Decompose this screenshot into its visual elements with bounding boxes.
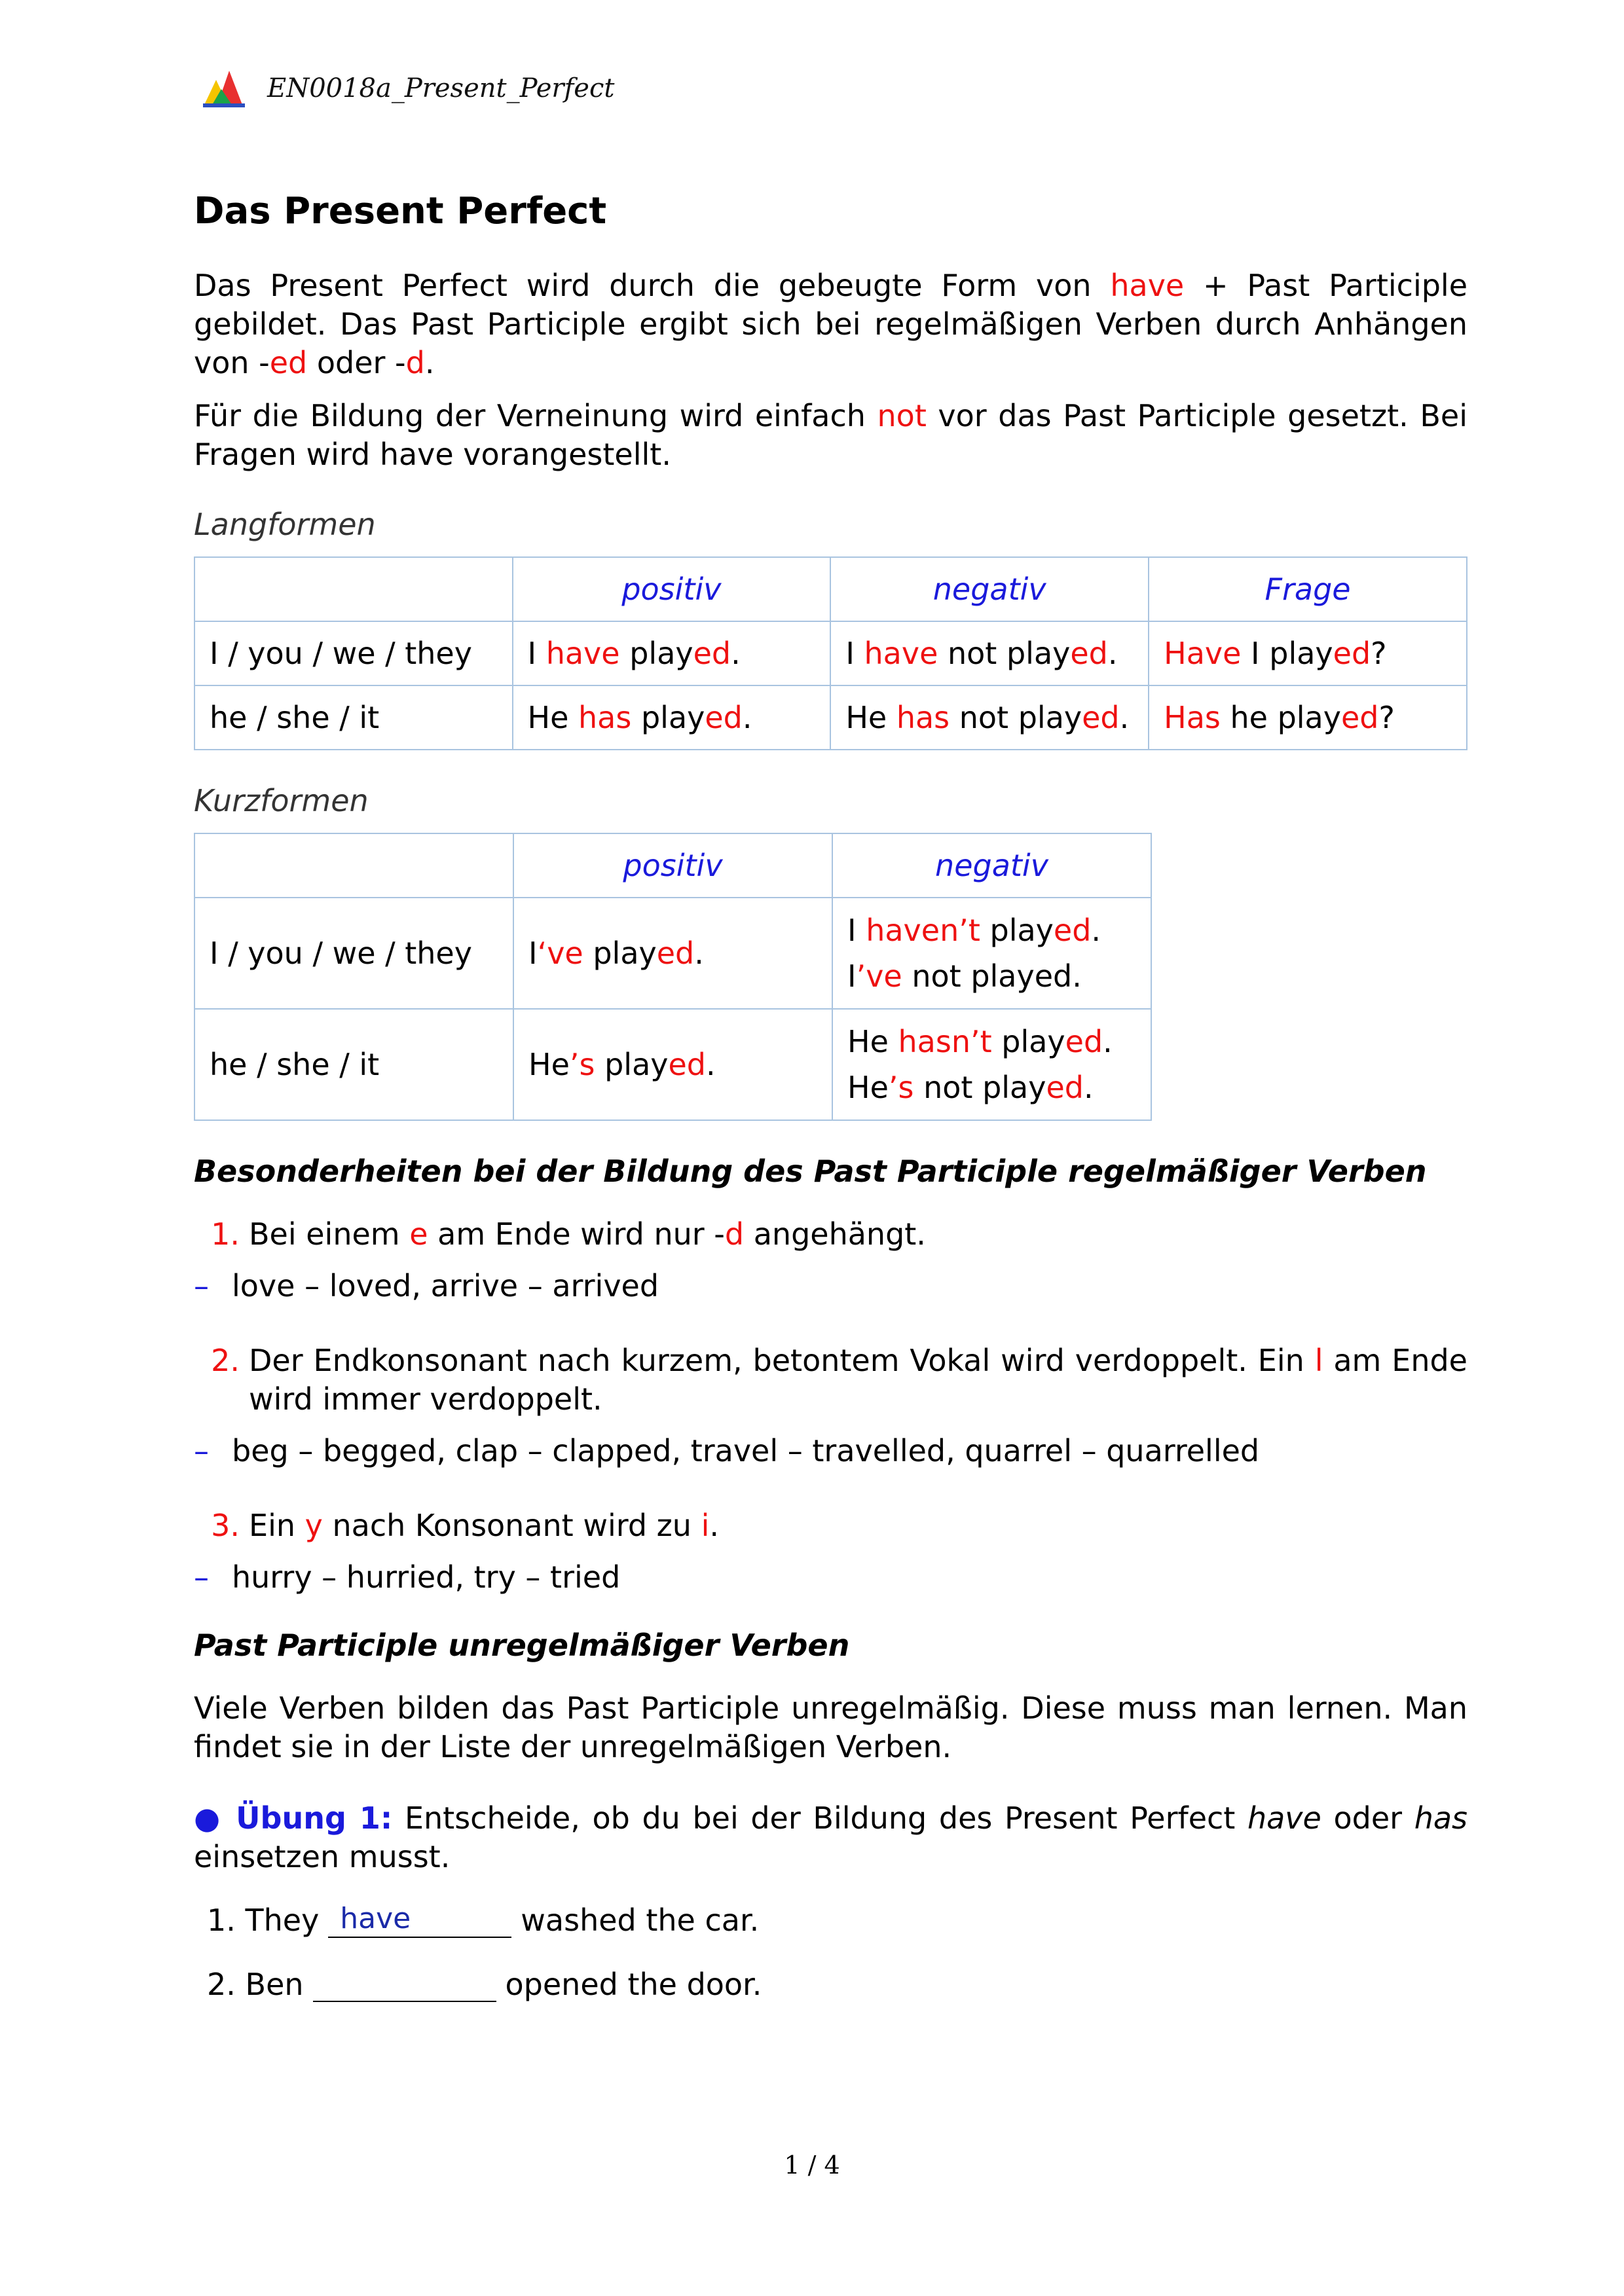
table-row — [194, 1009, 1151, 1120]
page-title: Das Present Perfect — [194, 190, 607, 232]
main-content — [194, 183, 1467, 2031]
frage-cell: Has he played? — [1149, 685, 1467, 750]
column-header-negativ: negativ — [830, 557, 1149, 621]
positiv-cell: He has played. — [513, 685, 831, 750]
logo-icon — [202, 68, 248, 109]
intro-paragraph-2: Für die Bildung der Verneinung wird einfach not vor das Past Participle gesetzt. Bei Fragen wird have vorangestellt. — [194, 398, 1467, 472]
dash-bullet: – — [194, 1268, 209, 1303]
rule-1: 1. Bei einem e am Ende wird nur -d angehängt. — [194, 1215, 1467, 1254]
pronoun-cell: he / she / it — [194, 1009, 513, 1120]
table-header-row — [194, 833, 1151, 898]
rule-number: 1. — [211, 1216, 240, 1252]
pronoun-cell: he / she / it — [194, 685, 513, 750]
positiv-cell: He’s played. — [513, 1009, 832, 1120]
irregular-heading: Past Participle unregelmäßiger Verben — [194, 1628, 850, 1663]
table-header-row — [194, 557, 1467, 621]
kurzformen-heading: Kurzformen — [194, 783, 369, 818]
rule-1-example: – love – loved, arrive – arrived — [194, 1268, 659, 1303]
page-header — [202, 68, 614, 109]
column-header-frage: Frage — [1149, 557, 1467, 621]
exercise-item: 2. Ben opened the door. — [207, 1967, 762, 2002]
column-header-positiv: positiv — [513, 833, 832, 898]
table-row — [194, 898, 1151, 1009]
rule-number: 2. — [211, 1343, 240, 1378]
dash-bullet: – — [194, 1559, 209, 1595]
negativ-cell: He has not played. — [830, 685, 1149, 750]
pronoun-cell: I / you / we / they — [194, 621, 513, 685]
answer-text: have — [340, 1902, 411, 1935]
column-header-negativ: negativ — [832, 833, 1151, 898]
negativ-cell: He hasn’t played. He’s not played. — [832, 1009, 1151, 1120]
page-number: 1 / 4 — [784, 2151, 840, 2179]
rule-3-example: – hurry – hurried, try – tried — [194, 1559, 621, 1595]
exercise-label: ● Übung 1: — [194, 1800, 393, 1836]
intro-paragraph-1: Das Present Perfect wird durch die gebeugte Form von have + Past Participle gebildet. Das Past Participle ergibt sich bei regelmäßigen Verben durch Anhängen von -ed oder -d. — [194, 268, 1468, 380]
positiv-cell: I‘ve played. — [513, 898, 832, 1009]
kurzformen-table — [194, 833, 1152, 1121]
exercise-item: 1. They have washed the car. — [207, 1902, 760, 1938]
rule-3: 3. Ein y nach Konsonant wird zu i. — [194, 1506, 1467, 1545]
rule-2: 2. Der Endkonsonant nach kurzem, betontem Vokal wird verdoppelt. Ein l am Ende wird immer verdoppelt. — [194, 1341, 1467, 1419]
table-row — [194, 621, 1467, 685]
negativ-cell: I have not played. — [830, 621, 1149, 685]
positiv-cell: I have played. — [513, 621, 831, 685]
document-id: EN0018a_Present_Perfect — [267, 73, 615, 103]
frage-cell: Have I played? — [1149, 621, 1467, 685]
negativ-cell: I haven’t played. I’ve not played. — [832, 898, 1151, 1009]
langformen-table — [194, 556, 1467, 750]
dash-bullet: – — [194, 1433, 209, 1468]
rule-2-example: – beg – begged, clap – clapped, travel – travelled, quarrel – quarrelled — [194, 1433, 1260, 1468]
column-header-positiv: positiv — [513, 557, 831, 621]
langformen-heading: Langformen — [194, 507, 376, 542]
pronoun-cell: I / you / we / they — [194, 898, 513, 1009]
besonderheiten-heading: Besonderheiten bei der Bildung des Past Participle regelmäßiger Verben — [194, 1154, 1427, 1189]
rule-number: 3. — [211, 1508, 240, 1543]
answer-blank[interactable] — [328, 1904, 511, 1938]
irregular-paragraph: Viele Verben bilden das Past Participle unregelmäßig. Diese muss man lernen. Man findet sie in der Liste der unregelmäßigen Verben. — [194, 1690, 1467, 1764]
table-row — [194, 685, 1467, 750]
exercise-instruction: ● Übung 1: Entscheide, ob du bei der Bildung des Present Perfect have oder has einsetzen musst. — [194, 1800, 1467, 1874]
answer-blank[interactable] — [313, 1968, 496, 2002]
